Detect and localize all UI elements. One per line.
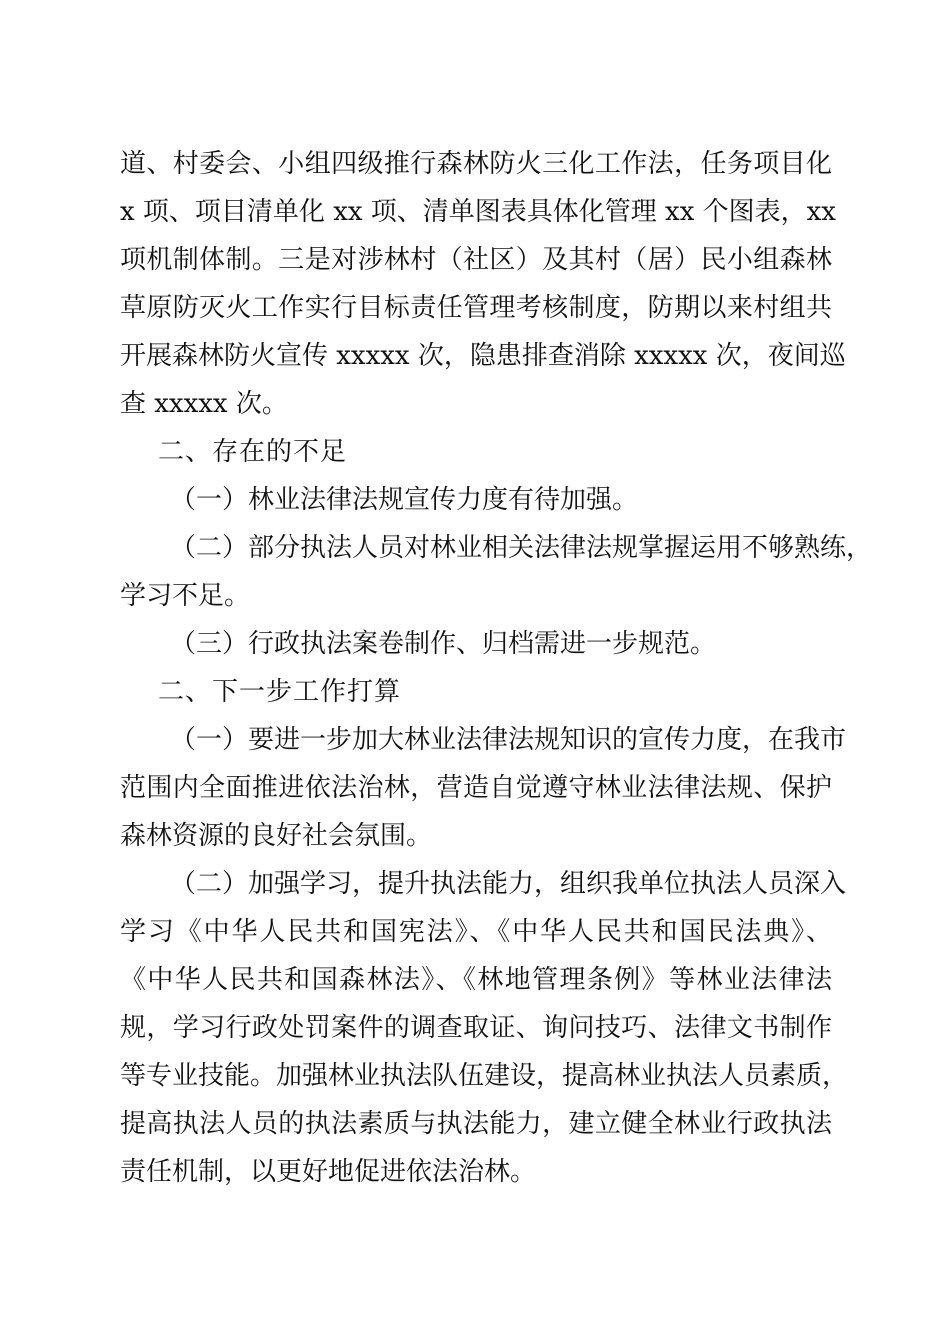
plan-item-1-line: 森林资源的良好社会氛围。 [120, 821, 433, 851]
paragraph-line: x 项、项目清单化 xx 项、清单图表具体化管理 xx 个图表，xx [120, 197, 836, 227]
plan-item-2-line: 规，学习行政处罚案件的调查取证、询问技巧、法律文书制作 [120, 1013, 832, 1043]
plan-item-1-line: （一）要进一步加大林业法律法规知识的宣传力度，在我市 [170, 725, 847, 755]
plan-item-2-line: 等专业技能。加强林业执法队伍建设，提高林业执法人员素质， [120, 1061, 849, 1091]
plan-item-1-line: 范围内全面推进依法治林，营造自觉遵守林业法律法规、保护 [120, 773, 832, 803]
plan-item-2-line: 学习《中华人民共和国宪法》、《中华人民共和国民法典》、 [120, 917, 832, 947]
section-heading-next-steps: 二、下一步工作打算 [158, 677, 402, 707]
deficiency-item-2-line: 学习不足。 [120, 581, 251, 611]
paragraph-line: 草原防灭火工作实行目标责任管理考核制度，防期以来村组共 [120, 293, 832, 323]
plan-item-2-line: 责任机制，以更好地促进依法治林。 [120, 1157, 537, 1187]
paragraph-line: 开展森林防火宣传 xxxxx 次，隐患排查消除 xxxxx 次，夜间巡 [120, 341, 846, 371]
deficiency-item-2-line: （二）部分执法人员对林业相关法律法规掌握运用不够熟练， [170, 533, 873, 563]
deficiency-item-3: （三）行政执法案卷制作、归档需进一步规范。 [170, 629, 717, 659]
paragraph-line: 查 xxxxx 次。 [120, 389, 288, 419]
plan-item-2-line: （二）加强学习，提升执法能力，组织我单位执法人员深入 [170, 869, 847, 899]
paragraph-line: 道、村委会、小组四级推行森林防火三化工作法，任务项目化 [120, 149, 832, 179]
section-heading-deficiencies: 二、存在的不足 [158, 437, 348, 467]
deficiency-item-1: （一）林业法律法规宣传力度有待加强。 [170, 485, 639, 515]
paragraph-line: 项机制体制。三是对涉林村（社区）及其村（居）民小组森林 [120, 245, 832, 275]
plan-item-2-line: 《中华人民共和国森林法》、《林地管理条例》等林业法律法 [120, 965, 832, 995]
plan-item-2-line: 提高执法人员的执法素质与执法能力，建立健全林业行政执法 [120, 1109, 832, 1139]
